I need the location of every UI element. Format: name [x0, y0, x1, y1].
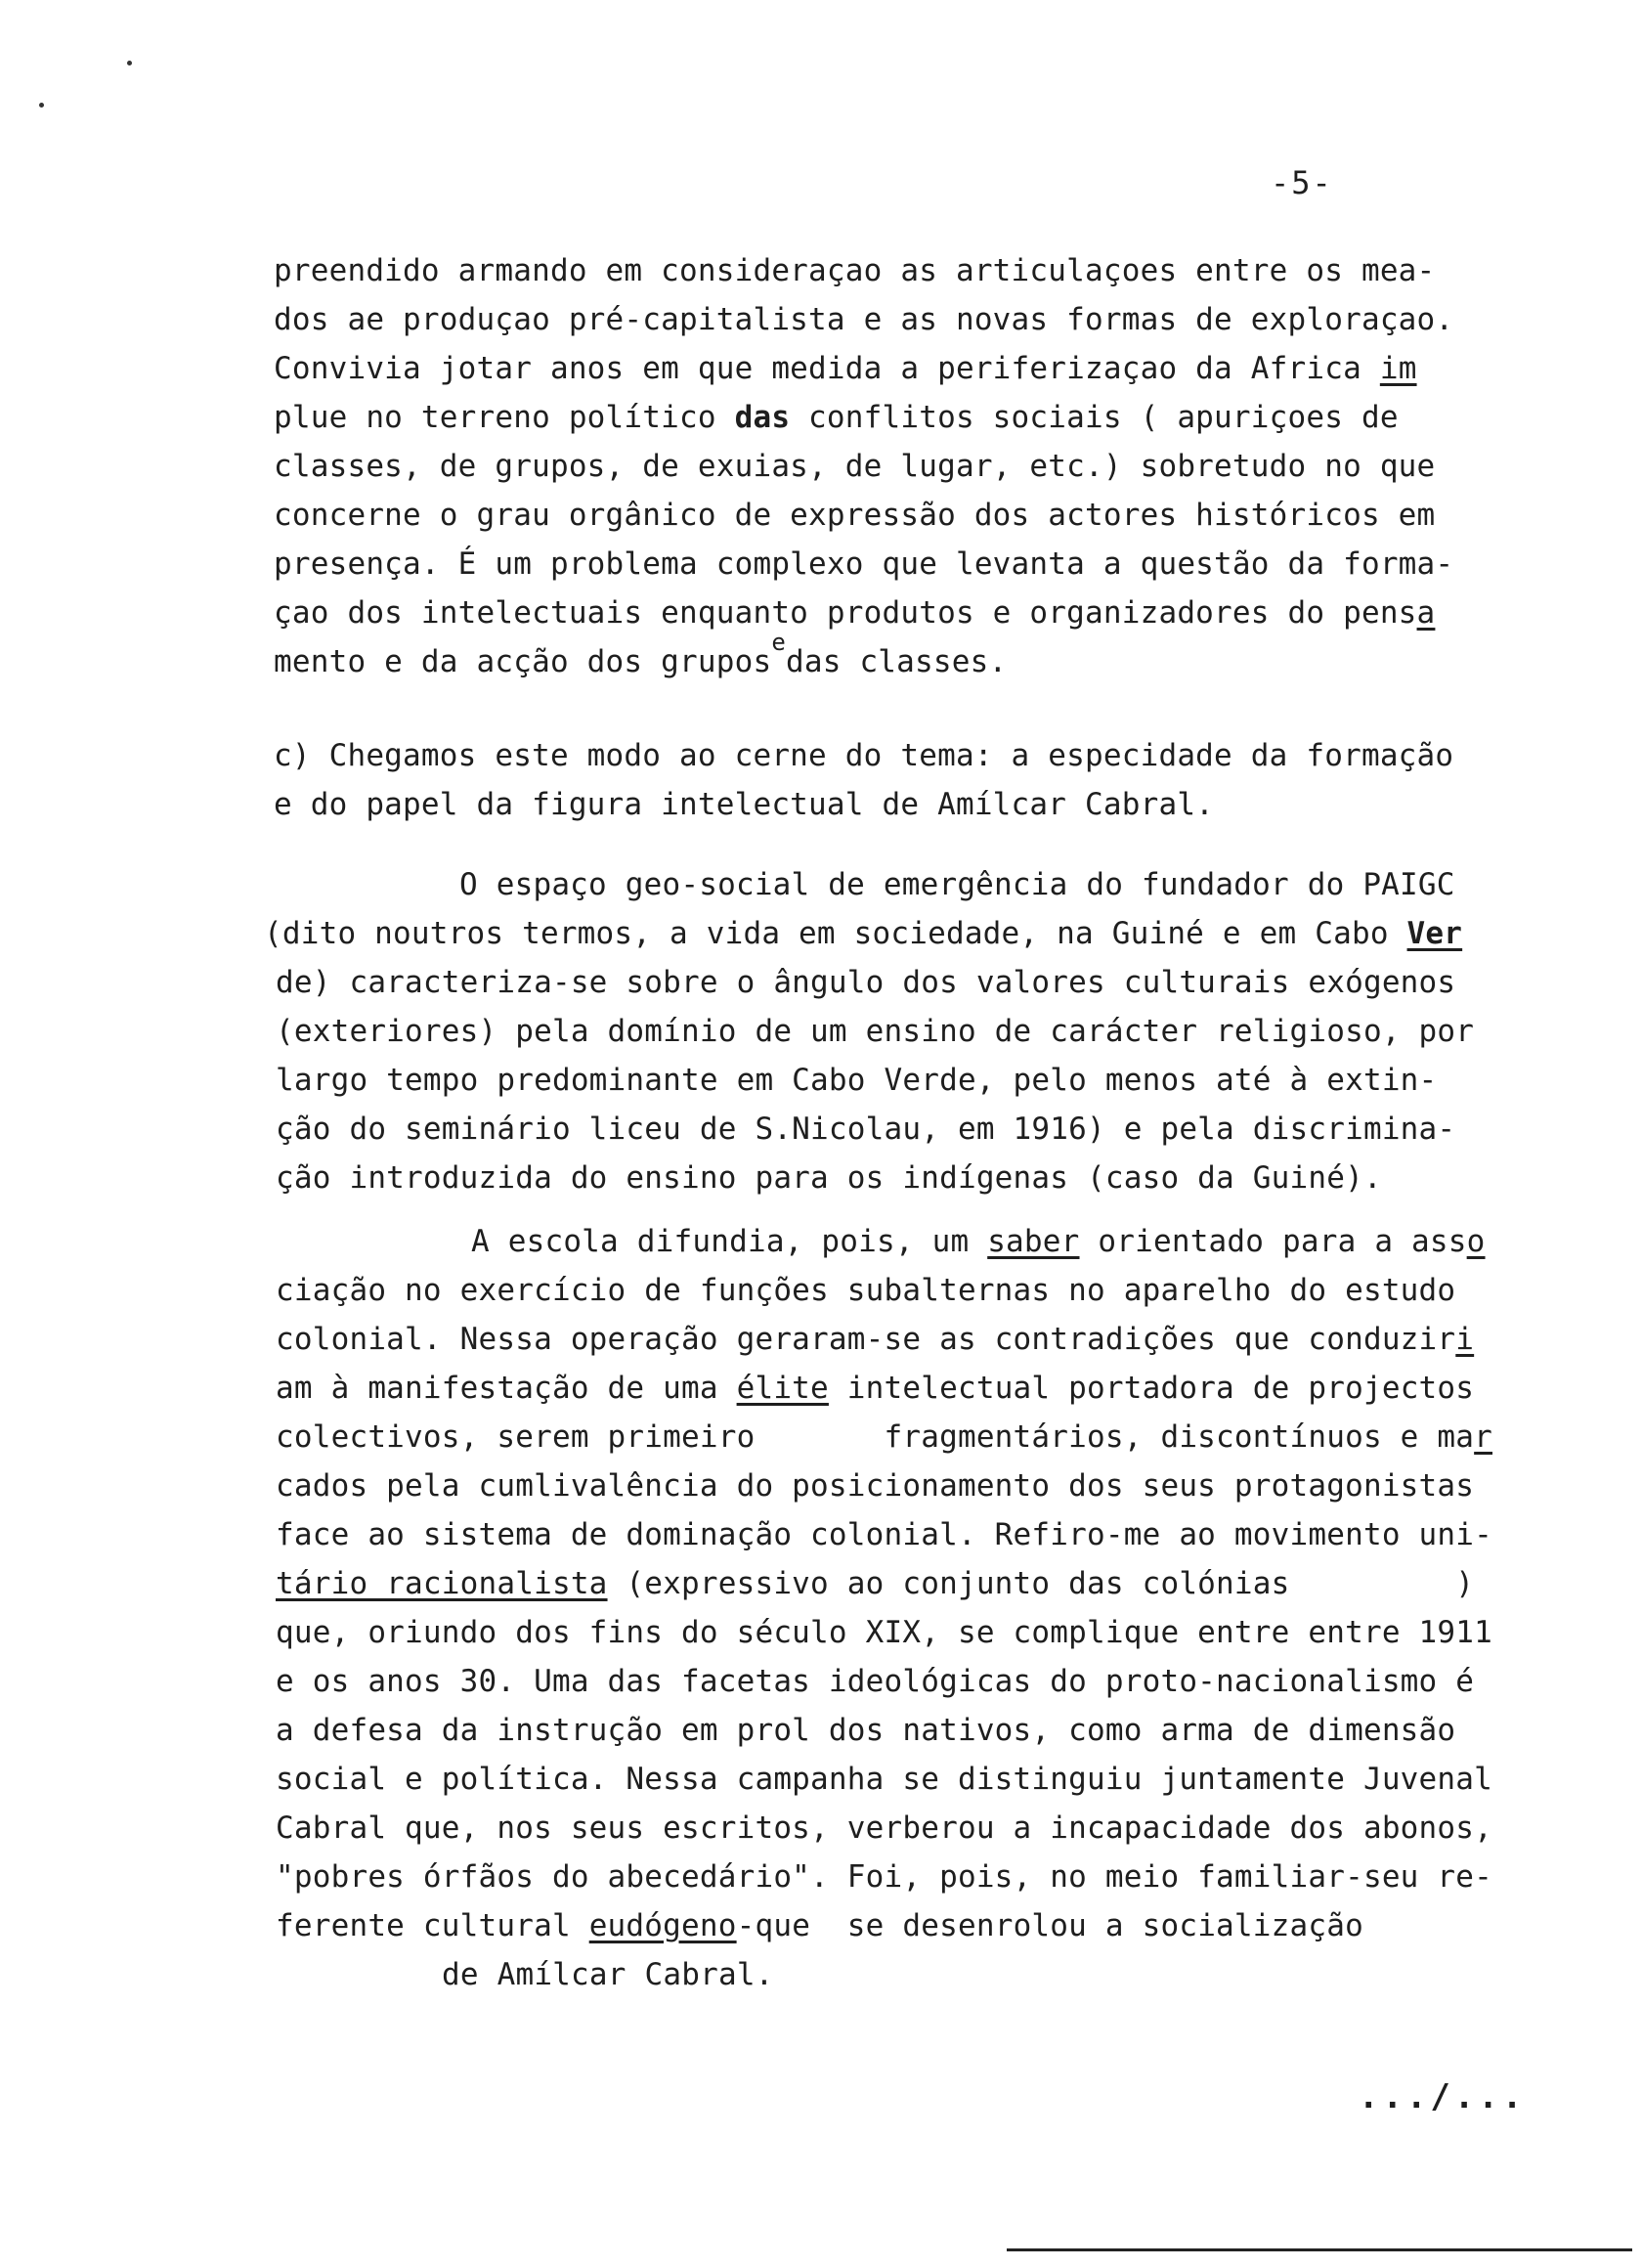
ink-speck [39, 103, 44, 108]
paragraph-3 [264, 860, 1593, 1202]
text-line [274, 629, 1603, 686]
text-line: dos ae produçao pré-capitalista e as novas formas de exploraçao. [274, 302, 1454, 337]
text-line: ção introduzida do ensino para os indígenas (caso da Guiné). [276, 1160, 1382, 1196]
text-line: Cabral que, nos seus escritos, verberou a incapacidade dos abonos, [276, 1810, 1492, 1846]
text-line: social e política. Nessa campanha se distinguiu juntamente Juvenal [276, 1762, 1492, 1797]
text-fragment: colectivos, serem primeiro fragmentários, discontínuos e ma [276, 1419, 1475, 1455]
underlined-text: tário racionalista [276, 1566, 608, 1601]
bold-text: das [734, 400, 791, 435]
text-fragment: am à manifestação de uma [276, 1371, 737, 1406]
text-line: cados pela cumlivalência do posicionamento dos seus protagonistas [276, 1468, 1475, 1504]
text-line [264, 909, 1593, 958]
text-fragment: -que se desenrolou a socialização [736, 1908, 1363, 1943]
text-fragment: (expressivo ao conjunto das colónias ) [607, 1566, 1475, 1601]
text-line: e do papel da figura intelectual de Amílcar Cabral. [274, 787, 1215, 822]
underlined-text: Ver [1406, 916, 1463, 951]
text-line: concerne o grau orgânico de expressão dos actores históricos em [274, 498, 1436, 533]
text-line [276, 1413, 1605, 1461]
ink-speck [127, 61, 132, 65]
underlined-text: r [1474, 1419, 1493, 1455]
underlined-text: eudógeno [588, 1908, 737, 1943]
text-line [276, 1315, 1605, 1364]
text-line: O espaço geo-social de emergência do fundador do PAIGC [459, 867, 1455, 902]
text-line: face ao sistema de dominação colonial. Refiro-me ao movimento uni- [276, 1517, 1492, 1552]
text-line [276, 1901, 1605, 1950]
text-line: classes, de grupos, de exuias, de lugar, etc.) sobretudo no que [274, 449, 1436, 484]
text-line [274, 393, 1603, 442]
text-line: (exteriores) pela domínio de um ensino de carácter religioso, por [276, 1014, 1475, 1049]
text-line [276, 1364, 1605, 1413]
text-line: a defesa da instrução em prol dos nativos, como arma de dimensão [276, 1713, 1456, 1748]
page-number: -5- [1271, 164, 1333, 201]
paragraph-4 [276, 1217, 1605, 1999]
text-fragment: intelectual portadora de projectos [828, 1371, 1475, 1406]
text-line: e os anos 30. Uma das facetas ideológicas do proto-nacionalismo é [276, 1664, 1475, 1699]
text-fragment: conflitos sociais ( apuriçoes de [790, 400, 1399, 435]
text-line: "pobres órfãos do abecedário". Foi, pois, no meio familiar-seu re- [276, 1859, 1492, 1895]
superscript-insertion: e [771, 629, 786, 656]
continuation-mark: .../... [1359, 2077, 1527, 2116]
text-line: largo tempo predominante em Cabo Verde, pelo menos até à extin- [276, 1063, 1438, 1098]
text-fragment: Convivia jotar anos em que medida a periferizaçao da Africa [274, 351, 1380, 386]
text-line [274, 344, 1603, 393]
text-fragment: ferente cultural [276, 1908, 589, 1943]
text-fragment: çao dos intelectuais enquanto produtos e organizadores do pens [274, 595, 1417, 631]
underlined-text: élite [736, 1371, 829, 1406]
text-fragment: orientado para a ass [1079, 1224, 1467, 1259]
text-line: ção do seminário liceu de S.Nicolau, em 1916) e pela discrimina- [276, 1112, 1456, 1147]
text-line: de) caracteriza-se sobre o ângulo dos valores culturais exógenos [276, 965, 1456, 1000]
text-line [276, 1217, 1605, 1266]
text-line: presença. É um problema complexo que levanta a questão da forma- [274, 546, 1454, 582]
text-fragment: colonial. Nessa operação geraram-se as contradições que conduzir [276, 1322, 1456, 1357]
text-fragment: das classes. [785, 644, 1008, 679]
underlined-text: a [1416, 595, 1436, 631]
underlined-text: im [1379, 351, 1417, 386]
text-line: ciação no exercício de funções subalternas no aparelho do estudo [276, 1273, 1456, 1308]
paragraph-2 [274, 731, 1603, 829]
text-fragment: mento e da acção dos grupos [274, 644, 772, 679]
text-fragment: plue no terreno político [274, 400, 735, 435]
text-fragment: A escola difundia, pois, um [471, 1224, 988, 1259]
underlined-text: o [1466, 1224, 1486, 1259]
text-line [276, 1559, 1605, 1608]
text-line [274, 589, 1603, 637]
underlined-text: saber [987, 1224, 1080, 1259]
underlined-text: i [1455, 1322, 1475, 1357]
footer-rule [1007, 2248, 1632, 2251]
text-line: de Amílcar Cabral. [442, 1957, 774, 1992]
paragraph-1 [274, 246, 1603, 686]
text-fragment: (dito noutros termos, a vida em sociedade, na Guiné e em Cabo [264, 916, 1407, 951]
text-line: preendido armando em consideraçao as articulaçoes entre os mea- [274, 253, 1436, 288]
text-line: c) Chegamos este modo ao cerne do tema: a especidade da formação [274, 738, 1454, 773]
text-line: que, oriundo dos fins do século XIX, se complique entre entre 1911 [276, 1615, 1492, 1650]
